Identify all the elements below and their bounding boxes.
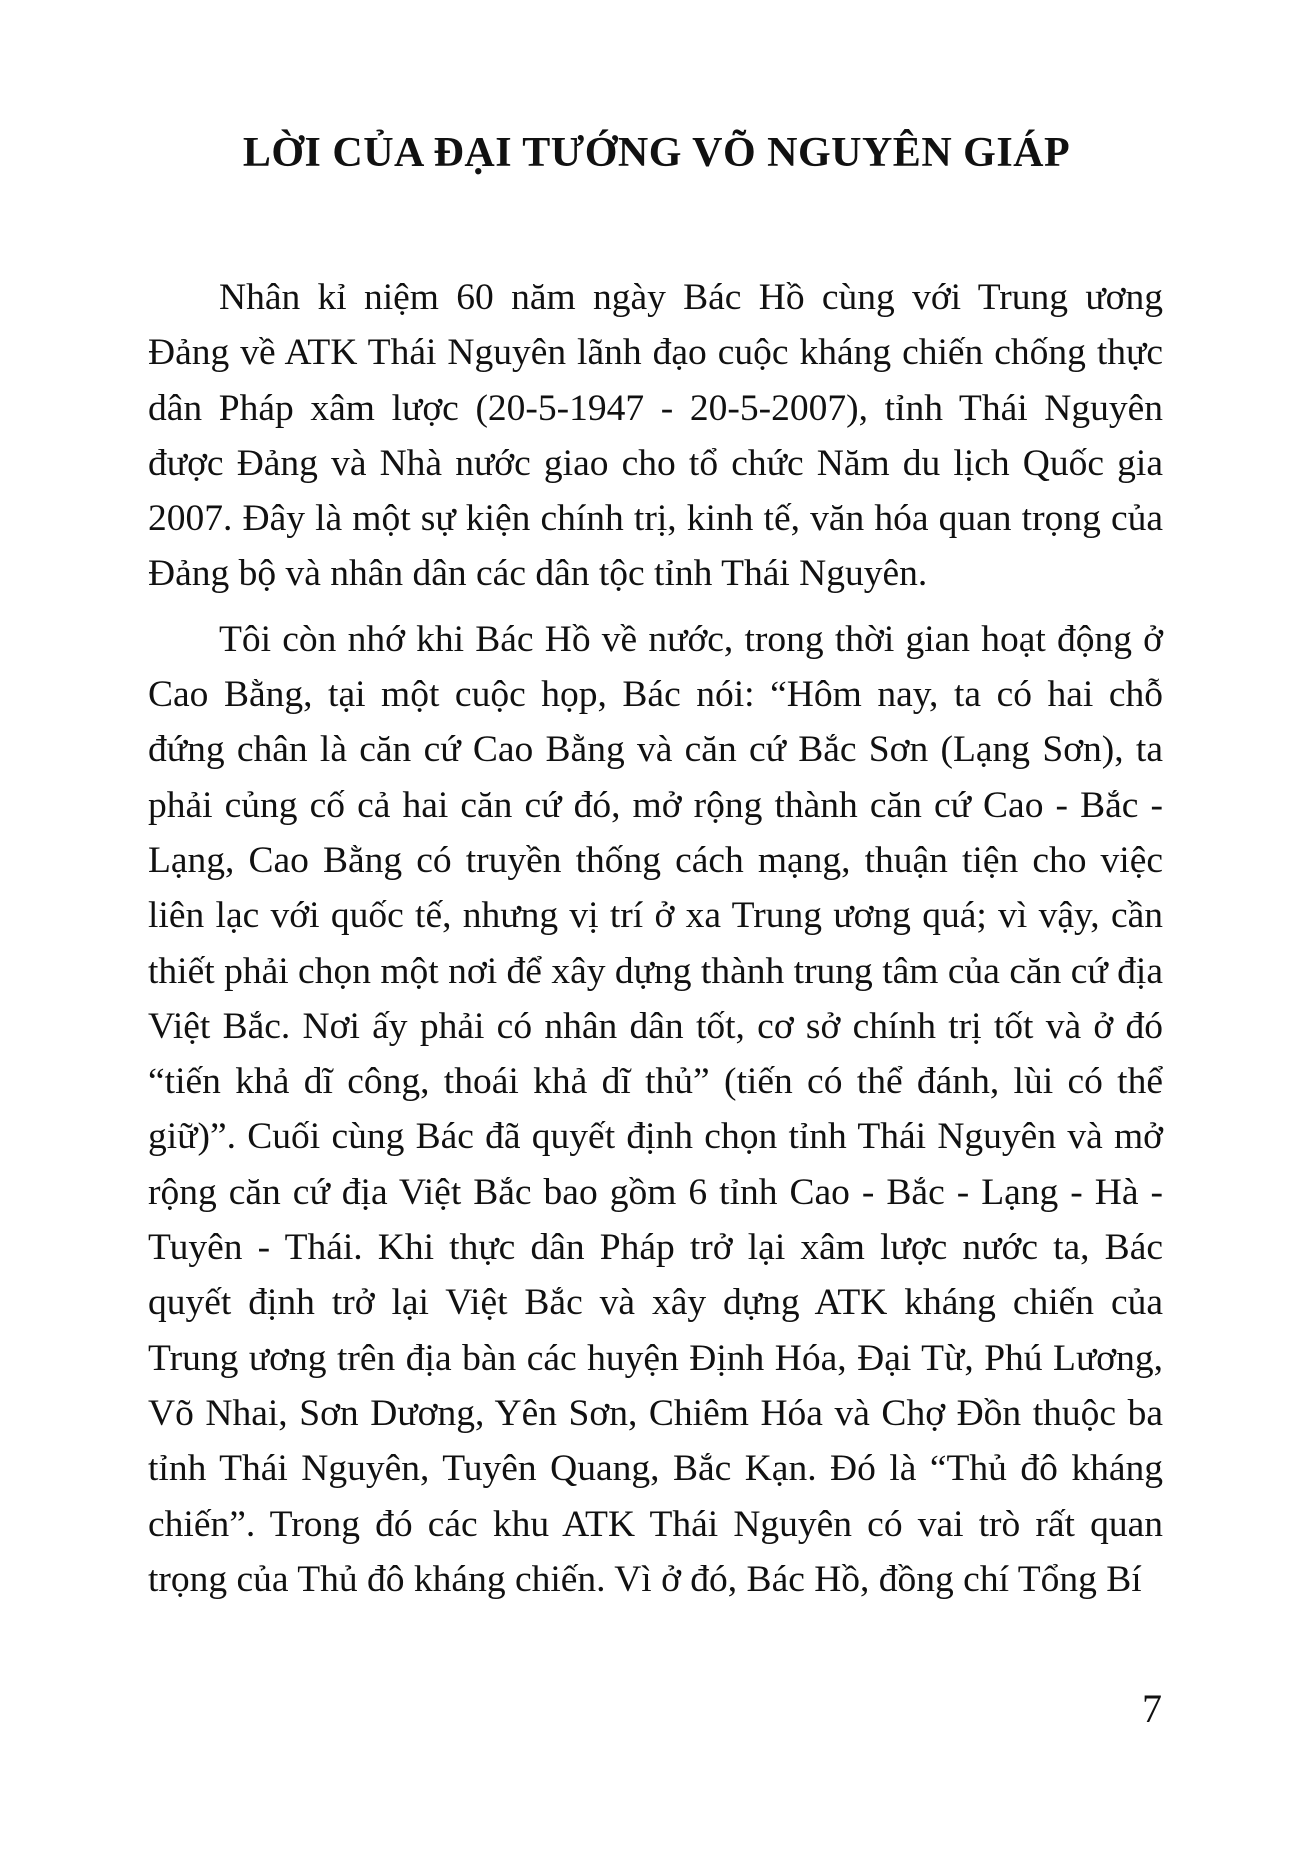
body-text: [148, 270, 1163, 1607]
page-number: 7: [1142, 1686, 1162, 1731]
paragraph-2: Tôi còn nhớ khi Bác Hồ về nước, trong thời gian hoạt động ở Cao Bằng, tại một cuộc họp, Bác nói: “Hôm nay, ta có hai chỗ đứng chân là căn cứ Cao Bằng và căn cứ Bắc Sơn (Lạng Sơn), ta phải củng cố cả hai căn cứ đó, mở rộng thành căn cứ Cao - Bắc - Lạng, Cao Bằng có truyền thống cách mạng, thuận tiện cho việc liên lạc với quốc tế, nhưng vị trí ở xa Trung ương quá; vì vậy, cần thiết phải chọn một nơi để xây dựng thành trung tâm của căn cứ địa Việt Bắc. Nơi ấy phải có nhân dân tốt, cơ sở chính trị tốt và ở đó “tiến khả dĩ công, thoái khả dĩ thủ” (tiến có thể đánh, lùi có thể giữ)”. Cuối cùng Bác đã quyết định chọn tỉnh Thái Nguyên và mở rộng căn cứ địa Việt Bắc bao gồm 6 tỉnh Cao - Bắc - Lạng - Hà - Tuyên - Thái. Khi thực dân Pháp trở lại xâm lược nước ta, Bác quyết định trở lại Việt Bắc và xây dựng ATK kháng chiến của Trung ương trên địa bàn các huyện Định Hóa, Đại Từ, Phú Lương, Võ Nhai, Sơn Dương, Yên Sơn, Chiêm Hóa và Chợ Đồn thuộc ba tỉnh Thái Nguyên, Tuyên Quang, Bắc Kạn. Đó là “Thủ đô kháng chiến”. Trong đó các khu ATK Thái Nguyên có vai trò rất quan trọng của Thủ đô kháng chiến. Vì ở đó, Bác Hồ, đồng chí Tổng Bí: [148, 618, 1163, 1600]
paragraph-1: Nhân kỉ niệm 60 năm ngày Bác Hồ cùng với Trung ương Đảng về ATK Thái Nguyên lãnh đạo cuộc kháng chiến chống thực dân Pháp xâm lược (20-5-1947 - 20-5-2007), tỉnh Thái Nguyên được Đảng và Nhà nước giao cho tổ chức Năm du lịch Quốc gia 2007. Đây là một sự kiện chính trị, kinh tế, văn hóa quan trọng của Đảng bộ và nhân dân các dân tộc tỉnh Thái Nguyên.: [148, 277, 1163, 595]
page-title: LỜI CỦA ĐẠI TƯỚNG VÕ NGUYÊN GIÁP: [242, 130, 1071, 176]
